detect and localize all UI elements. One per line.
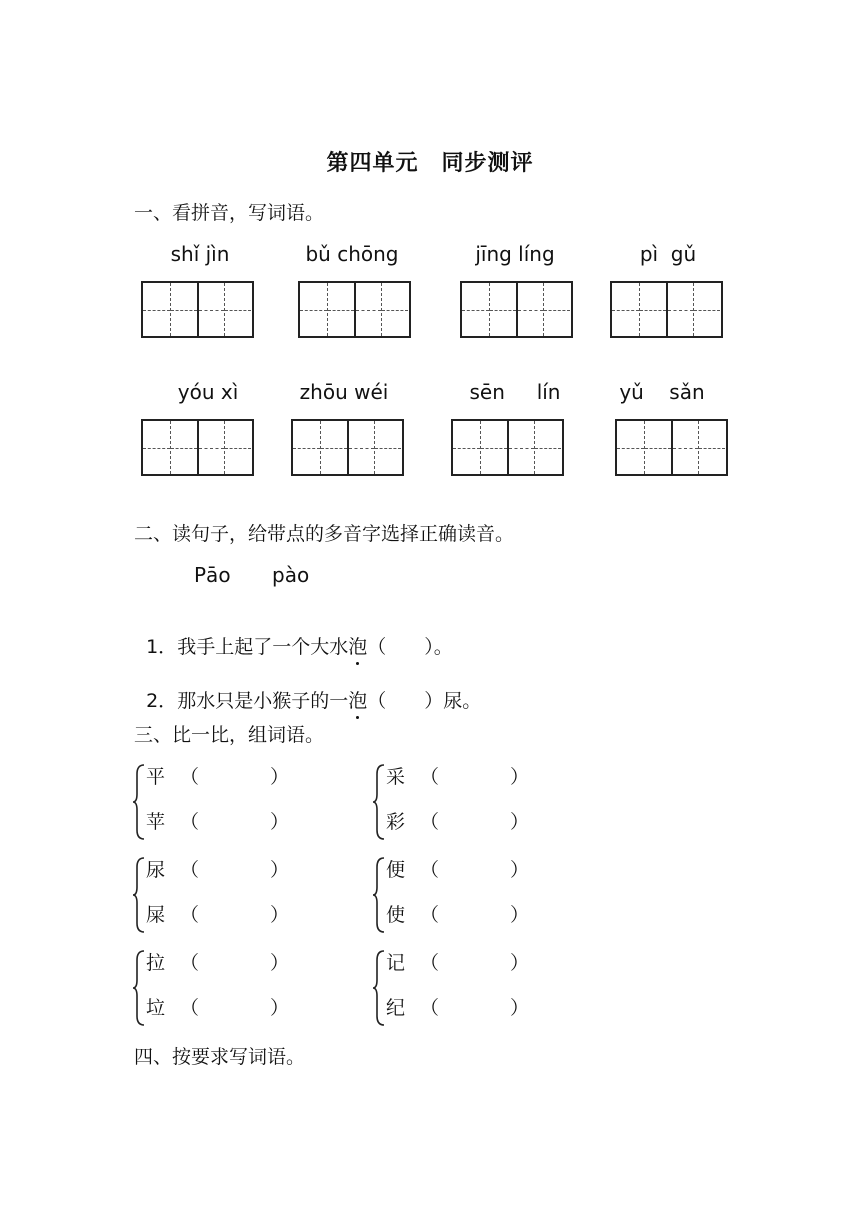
writing-grid-2[interactable] <box>298 281 411 338</box>
answer-paren-open[interactable]: （ <box>420 811 440 833</box>
section-1-heading: 一、看拼音，写词语。 <box>134 202 325 224</box>
answer-paren-close: ） <box>270 997 290 1019</box>
character: 尿 <box>146 859 166 881</box>
answer-paren-close: ） <box>270 952 290 974</box>
writing-grid-6[interactable] <box>291 419 404 476</box>
compare-group-2-right <box>372 855 572 945</box>
answer-paren-close: ） <box>510 811 530 833</box>
compare-group-1-left <box>132 762 332 852</box>
answer-paren-close: ） <box>510 766 530 788</box>
pinyin-8: yǔ sǎn <box>619 380 705 404</box>
sentence-1-number: 1． <box>146 636 178 658</box>
section-4-heading: 四、按要求写词语。 <box>134 1046 306 1068</box>
answer-paren-close: ） <box>510 952 530 974</box>
answer-paren-close: ） <box>270 859 290 881</box>
character: 纪 <box>386 997 406 1019</box>
answer-paren-open[interactable]: （ <box>180 811 200 833</box>
answer-paren-open[interactable]: （ <box>420 997 440 1019</box>
character: 平 <box>146 766 166 788</box>
writing-grid-4[interactable] <box>610 281 723 338</box>
character: 垃 <box>146 997 166 1019</box>
answer-paren-open[interactable]: （ <box>180 904 200 926</box>
pinyin-6: zhōu wéi <box>299 380 389 404</box>
character: 采 <box>386 766 406 788</box>
answer-paren-open[interactable]: （ <box>180 766 200 788</box>
sentence-2-answer-blank[interactable]: （ ）尿。 <box>367 690 482 712</box>
writing-grid-3[interactable] <box>460 281 573 338</box>
brace-icon <box>132 950 146 1026</box>
character: 便 <box>386 859 406 881</box>
answer-paren-open[interactable]: （ <box>180 859 200 881</box>
pinyin-1: shǐ jìn <box>170 242 230 266</box>
sentence-2 <box>134 664 481 713</box>
answer-paren-open[interactable]: （ <box>420 952 440 974</box>
pinyin-2: bǔ chōng <box>305 242 399 266</box>
character: 苹 <box>146 811 166 833</box>
brace-icon <box>132 764 146 840</box>
reading-option-2: pào <box>272 563 310 587</box>
answer-paren-open[interactable]: （ <box>420 904 440 926</box>
brace-icon <box>372 764 386 840</box>
section-2-heading: 二、读句子，给带点的多音字选择正确读音。 <box>134 523 515 545</box>
answer-paren-close: ） <box>270 811 290 833</box>
sentence-2-text: 那水只是小猴子的一 <box>177 690 349 712</box>
sentence-1-answer-blank[interactable]: （ ）。 <box>367 636 453 658</box>
dotted-character: 泡 <box>348 686 367 713</box>
character: 屎 <box>146 904 166 926</box>
writing-grid-1[interactable] <box>141 281 254 338</box>
compare-group-1-right <box>372 762 572 852</box>
dotted-character: 泡 <box>348 632 367 659</box>
answer-paren-close: ） <box>510 904 530 926</box>
pinyin-3: jīng líng <box>475 242 555 266</box>
character: 使 <box>386 904 406 926</box>
writing-grid-5[interactable] <box>141 419 254 476</box>
writing-grid-7[interactable] <box>451 419 564 476</box>
character: 记 <box>386 952 406 974</box>
section-3-heading: 三、比一比，组词语。 <box>134 724 325 746</box>
brace-icon <box>372 950 386 1026</box>
character: 拉 <box>146 952 166 974</box>
brace-icon <box>372 857 386 933</box>
reading-option-1: Pāo <box>194 563 231 587</box>
answer-paren-close: ） <box>510 859 530 881</box>
sentence-1-text: 我手上起了一个大水 <box>177 636 349 658</box>
answer-paren-close: ） <box>270 904 290 926</box>
writing-grid-8[interactable] <box>615 419 728 476</box>
compare-group-3-right <box>372 948 572 1038</box>
answer-paren-close: ） <box>510 997 530 1019</box>
compare-group-3-left <box>132 948 332 1038</box>
answer-paren-open[interactable]: （ <box>420 859 440 881</box>
page-title: 第四单元 同步测评 <box>326 151 534 176</box>
character: 彩 <box>386 811 406 833</box>
answer-paren-open[interactable]: （ <box>180 997 200 1019</box>
answer-paren-close: ） <box>270 766 290 788</box>
answer-paren-open[interactable]: （ <box>180 952 200 974</box>
pinyin-7: sēn lín <box>469 380 561 404</box>
pinyin-4: pì gǔ <box>639 242 697 266</box>
compare-group-2-left <box>132 855 332 945</box>
answer-paren-open[interactable]: （ <box>420 766 440 788</box>
pinyin-5: yóu xì <box>177 380 239 404</box>
sentence-2-number: 2． <box>146 690 178 712</box>
brace-icon <box>132 857 146 933</box>
sentence-1 <box>134 610 453 659</box>
